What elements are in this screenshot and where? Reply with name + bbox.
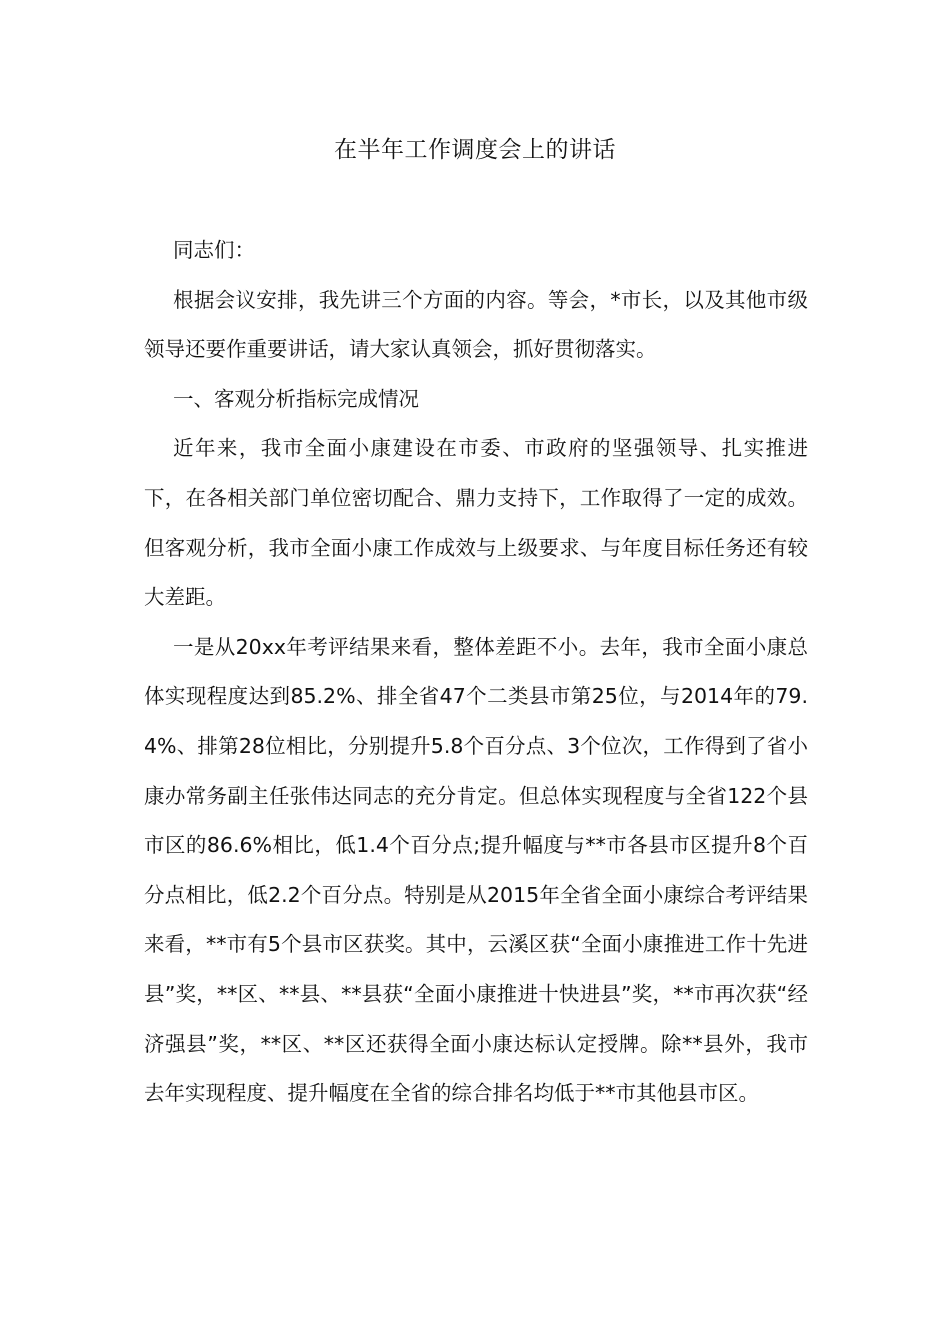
body-paragraph: 一是从20xx年考评结果来看，整体差距不小。去年，我市全面小康总体实现程度达到85.2%、排全省47个二类县市第25位，与2014年的79.4%、排第28位相比，分别提升5.8个百分点、3个位次，工作得到了省小康办常务副主任张伟达同志的充分肯定。但总体实现程度与全省122个县市区的86.6%相比，低1.4个百分点;提升幅度与**市各县市区提升8个百分点相比，低2.2个百分点。特别是从2015年全省全面小康综合考评结果来看，**市有5个县市区获奖。其中，云溪区获“全面小康推进工作十先进县”奖，**区、**县、**县获“全面小康推进十快进县”奖，**市再次获“经济强县”奖，**区、**区还获得全面小康达标认定授牌。除**县外，我市去年实现程度、提升幅度在全省的综合排名均低于**市其他县市区。	[144, 634, 808, 1106]
salutation-paragraph: 同志们：	[173, 238, 255, 262]
section-heading: 一、客观分析指标完成情况	[173, 386, 419, 411]
intro-paragraph: 根据会议安排，我先讲三个方面的内容。等会，*市长，以及其他市级领导还要作重要讲话，请大家认真领会，抓好贯彻落实。	[144, 287, 808, 362]
body-paragraph: 近年来，我市全面小康建设在市委、市政府的坚强领导、扎实推进下，在各相关部门单位密切配合、鼎力支持下，工作取得了一定的成效。但客观分析，我市全面小康工作成效与上级要求、与年度目标任务还有较大差距。	[144, 436, 808, 610]
document-body	[144, 226, 808, 1119]
document-title: 在半年工作调度会上的讲话	[334, 137, 616, 163]
